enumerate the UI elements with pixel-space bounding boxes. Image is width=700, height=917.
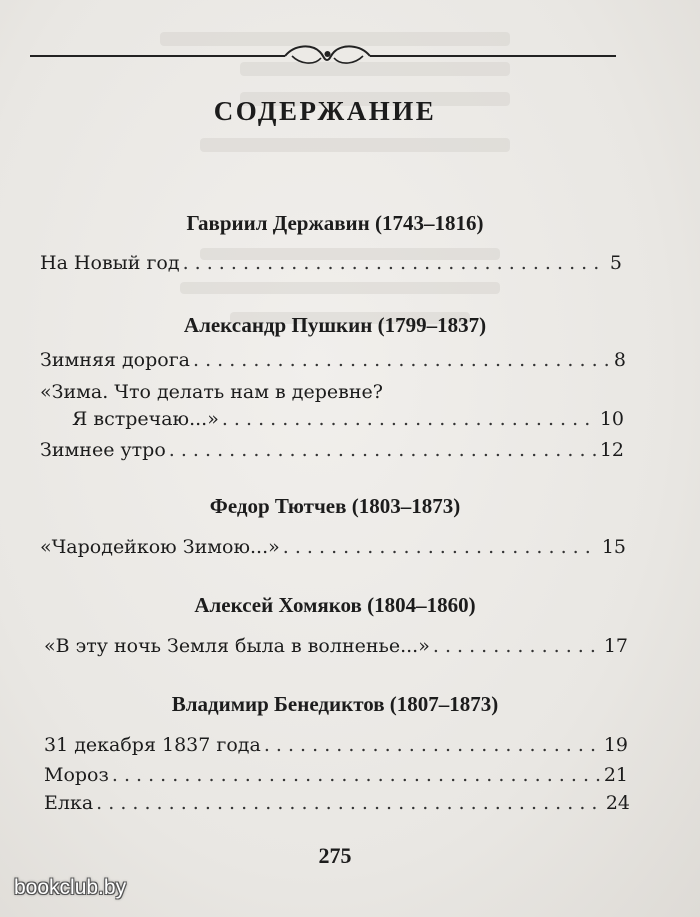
toc-entry[interactable] (40, 439, 624, 461)
leader-dots (193, 349, 610, 371)
entry-title: «Чародейкою Зимою...» (40, 536, 280, 558)
entry-page: 15 (601, 536, 626, 558)
entry-page: 24 (605, 792, 630, 814)
entry-page: 12 (599, 439, 624, 461)
toc-entry[interactable] (72, 408, 624, 430)
leader-dots (283, 536, 598, 558)
entry-page: 19 (603, 734, 628, 756)
toc-entry[interactable] (40, 349, 626, 371)
entry-page: 5 (609, 252, 622, 274)
page-title: СОДЕРЖАНИЕ (213, 96, 437, 126)
entry-title: «В эту ночь Земля была в волненье...» (44, 635, 430, 657)
toc-entry[interactable] (40, 252, 622, 274)
entry-title: Зимнее утро (40, 439, 166, 461)
leader-dots (96, 792, 602, 814)
toc-entry[interactable] (44, 792, 630, 814)
entry-title: Я встречаю...» (72, 408, 219, 430)
author-heading-benediktov: Владимир Бенедиктов (1807–1873) (171, 692, 499, 716)
page-number: 275 (318, 843, 352, 868)
entry-title-line1[interactable]: «Зима. Что делать нам в деревне? (40, 381, 383, 403)
entry-page: 8 (613, 349, 626, 371)
author-heading-pushkin: Александр Пушкин (1799–1837) (183, 313, 487, 337)
toc-entry[interactable] (44, 635, 628, 657)
ornamental-divider (30, 34, 616, 68)
entry-page: 10 (599, 408, 624, 430)
toc-entry[interactable] (44, 734, 628, 756)
entry-page: 21 (603, 764, 628, 786)
leader-dots (183, 252, 606, 274)
leader-dots (169, 439, 596, 461)
entry-title: Зимняя дорога (40, 349, 190, 371)
author-heading-khomyakov: Алексей Хомяков (1804–1860) (194, 593, 476, 617)
toc-entry[interactable] (44, 764, 628, 786)
entry-title: Елка (44, 792, 94, 814)
leader-dots (222, 408, 596, 430)
watermark: bookclub.by (14, 876, 127, 899)
author-heading-tyutchev: Федор Тютчев (1803–1873) (209, 494, 461, 518)
entry-page: 17 (603, 635, 628, 657)
entry-title: 31 декабря 1837 года (44, 734, 261, 756)
entry-title: Мороз (44, 764, 109, 786)
leader-dots (264, 734, 600, 756)
leader-dots (112, 764, 600, 786)
author-heading-derzhavin: Гавриил Державин (1743–1816) (186, 211, 484, 235)
toc-entry[interactable] (40, 536, 626, 558)
entry-title: На Новый год (40, 252, 180, 274)
leader-dots (433, 635, 600, 657)
